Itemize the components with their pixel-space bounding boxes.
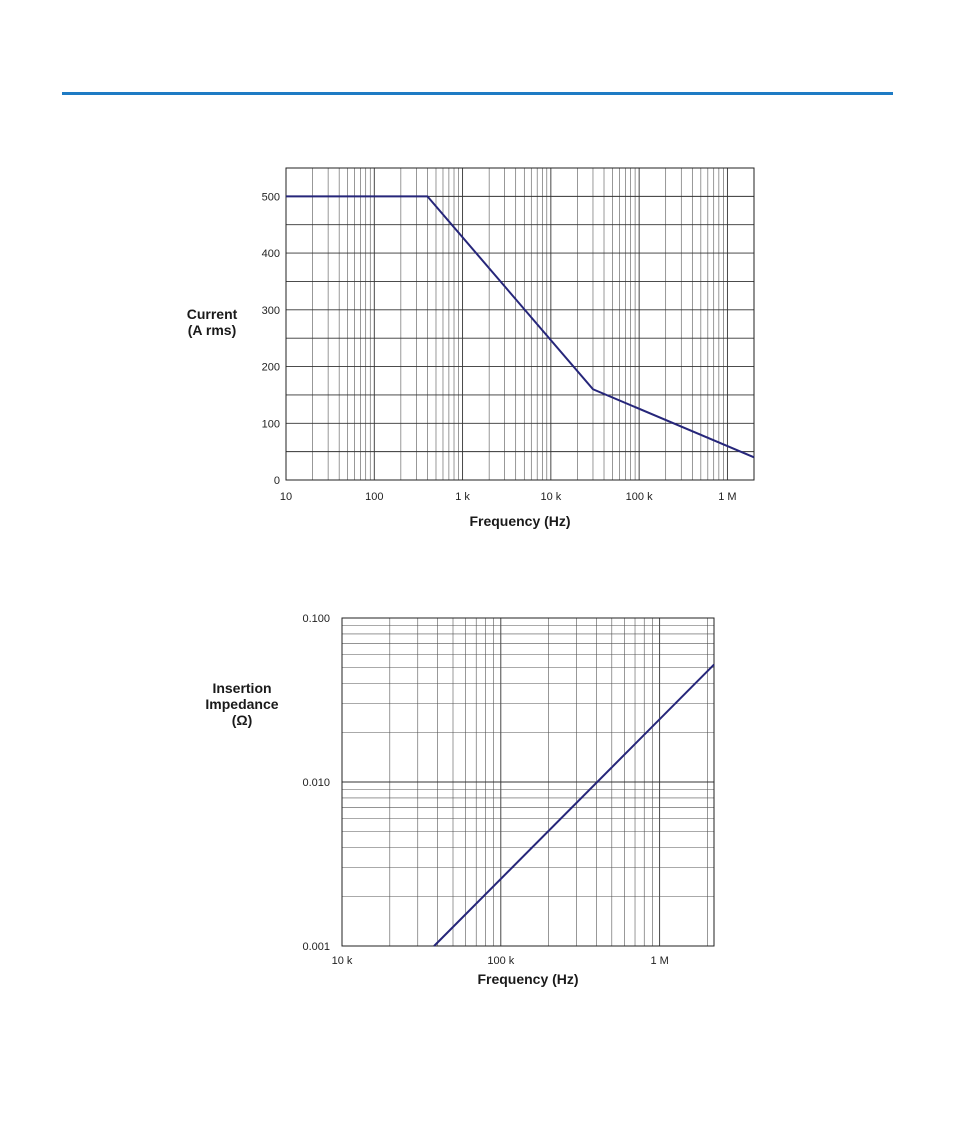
insertion-impedance-chart — [0, 600, 954, 1000]
x-axis-title: Frequency (Hz) — [469, 513, 571, 529]
x-axis-title: Frequency (Hz) — [477, 971, 579, 987]
y-axis-title-line: (A rms) — [187, 322, 237, 338]
x-tick-label: 1 M — [650, 955, 669, 967]
y-tick-label: 400 — [261, 248, 280, 261]
x-tick-label: 1 k — [455, 491, 470, 503]
y-tick-label: 0.001 — [302, 941, 330, 953]
gridlines — [286, 168, 754, 480]
y-tick-label: 500 — [261, 191, 280, 204]
gridlines — [342, 618, 714, 946]
y-tick-label: 200 — [261, 361, 280, 374]
header-rule — [62, 92, 893, 95]
y-tick-label: 0.100 — [302, 613, 330, 625]
x-tick-label: 100 k — [625, 491, 653, 503]
x-tick-label: 10 k — [331, 955, 353, 967]
x-tick-label: 10 k — [540, 491, 562, 503]
y-tick-label: 300 — [261, 304, 280, 317]
x-tick-label: 1 M — [718, 491, 737, 503]
x-tick-label: 10 — [279, 491, 293, 503]
current-vs-frequency-chart — [0, 150, 954, 550]
y-tick-label: 100 — [261, 418, 280, 431]
x-tick-label: 100 — [365, 491, 384, 503]
y-axis-title-line: (Ω) — [231, 712, 253, 728]
plot-frame — [286, 168, 754, 480]
y-axis-title-line: Insertion — [212, 680, 272, 696]
y-axis-title-line: Current — [186, 306, 238, 322]
y-tick-label: 0 — [273, 475, 280, 487]
y-tick-label: 0.010 — [302, 777, 330, 789]
y-axis-title-line: Impedance — [205, 696, 279, 712]
series-line-current — [286, 196, 754, 457]
x-tick-label: 100 k — [487, 955, 515, 967]
